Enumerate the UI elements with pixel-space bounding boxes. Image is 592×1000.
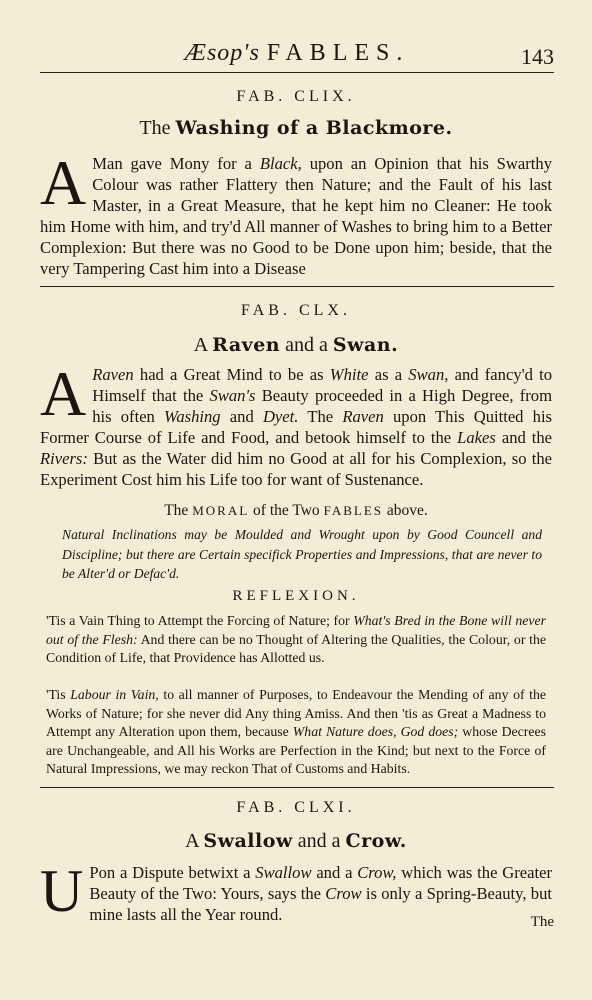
fable-159-text (40, 147, 552, 279)
moral-text: Natural Inclinations may be Moulded and Wrought upon by Good Councell and Discipline; but there are Certain specifick Properties and Impressions, that are never to be Alter'd or Defac'd. (62, 527, 542, 581)
moral-of-the-two: of the Two (253, 502, 320, 519)
fable-161-crow-2: Crow (325, 884, 362, 903)
fable-159-body: upon an Opinion that his Swarthy Colour was rather Flattery then Nature; and the Fault of his last Master, in a Great Measure, that he kept him no Cleaner: He took him Home with him, and try'd All manner of Washes to bring him to a Better Complexion: But there was no Good to be Done upon him; beside, that the very Tampering Cast him into a Disease (40, 154, 552, 278)
fable-161-text-2: and a (316, 863, 353, 882)
reflexion-p1-c: And there can be no Thought of Altering the Qualities, the Colour, or the Condition of Life, that Providence has Allotted us. (46, 631, 546, 665)
fable-160-raven-2: Raven (342, 407, 384, 426)
fable-159-black: Black, (259, 154, 302, 173)
fable-160-text-3: and fancy'd to Himself that the (92, 365, 552, 405)
fable-160-rivers: Rivers: (40, 449, 88, 468)
fable-160-title-a: A (193, 334, 208, 356)
moral-heading (0, 502, 592, 520)
moral-word: MORAL (192, 503, 250, 518)
fable-160-swan-1: Swan, (408, 365, 449, 384)
reflexion-p2-e: whose Decrees are Unchangeable, and All his Works are Perfection in the Kind; but next to the Force of Natural Impressions, we may reckon That of Customs and Habits. (46, 724, 546, 776)
page-number: 143 (521, 44, 554, 69)
fable-160-white: White (329, 365, 369, 384)
fable-161-text-4: is only a Spring-Beauty, but mine lasts all the Year round. (89, 884, 553, 924)
reflexion-p2-labour: Labour in Vain, (70, 687, 159, 702)
fable-159-title-blackletter: Washing of a Blackmore. (175, 117, 453, 139)
fable-161-title (0, 830, 592, 853)
fable-160-drop-cap: A (40, 358, 87, 429)
section-rule-1 (40, 286, 554, 287)
fable-161-title-and: and a (297, 830, 341, 852)
fable-161-swallow: Swallow (255, 863, 312, 882)
fable-160-text-5: and (229, 407, 254, 426)
fable-159-title (0, 117, 592, 140)
fable-160-washing: Washing (164, 407, 221, 426)
moral-above: above. (386, 502, 428, 519)
fable-160-text-6: The (307, 407, 334, 426)
running-head (40, 38, 554, 73)
fable-160-lakes: Lakes (457, 428, 496, 447)
fable-160-swans: Swan's (209, 386, 256, 405)
fable-160-text-2: as a (374, 365, 403, 384)
reflexion-p1-proverb: What's Bred in the Bone will never out of the Flesh: (46, 613, 546, 647)
fable-161-crow-1: Crow, (357, 863, 397, 882)
fable-160-raven-1: Raven (92, 365, 134, 384)
fable-161-drop-cap: U (40, 858, 84, 924)
fable-161-text-1: Pon a Dispute betwixt a (89, 863, 251, 882)
section-rule-2 (40, 787, 554, 788)
running-title-aesops: Æsop's (184, 40, 260, 66)
fable-160-dyet: Dyet. (262, 407, 299, 426)
reflexion-p2-nature: What Nature does, God does; (292, 724, 459, 739)
moral-the: The (164, 502, 189, 519)
fable-160-text-8: and the (501, 428, 553, 447)
fable-160-title-raven: Raven (212, 334, 281, 356)
reflexion-paragraph-2 (46, 686, 546, 779)
fable-159-lead: Man gave Mony for a (92, 154, 252, 173)
fable-159-drop-cap: A (40, 147, 87, 218)
fable-160-title-swan: Swan. (332, 334, 399, 356)
fable-161-title-a: A (185, 830, 199, 852)
reflexion-heading: REFLEXION. (232, 588, 360, 604)
fable-160-title (0, 334, 592, 357)
fable-160-text-4: Beauty proceeded in a High Degree, from his often (92, 386, 552, 426)
fable-160-number: FAB. CLX. (241, 302, 351, 319)
reflexion-p1-a: 'Tis a Vain Thing to Attempt the Forcing of Nature; for (46, 613, 350, 628)
catchword: The (530, 914, 554, 930)
moral-fables: FABLES (323, 503, 383, 518)
reflexion-p2-c: to all manner of Purposes, to Endeavour the Mending of any of the Works of Nature; for she never did Any thing Amiss. And then 'tis as Great a Madness to Attempt any Alteration upon them, because (46, 687, 547, 739)
fable-160-title-and: and a (285, 334, 328, 356)
fable-160-text-1: had a Great Mind to be as (139, 365, 324, 384)
fable-161-text (40, 858, 553, 925)
running-title-fables: FABLES. (266, 40, 410, 66)
fable-160-text-7: upon This Quitted his Former Course of Life and Food, and betook himself to the (40, 407, 553, 447)
fable-160-text-9: But as the Water did him no Good at all for his Complexion, so the Experiment Cost him his Life too for want of Sustenance. (40, 449, 552, 489)
fable-161-text-3: which was the Greater Beauty of the Two: Yours, says the (89, 863, 552, 903)
reflexion-paragraph-1 (46, 612, 546, 668)
fable-161-number: FAB. CLXI. (236, 799, 356, 816)
fable-160-text (40, 358, 553, 490)
reflexion-p2-a: 'Tis (46, 687, 66, 702)
fable-159-number: FAB. CLIX. (236, 88, 356, 105)
fable-161-title-swallow: Swallow (203, 830, 293, 852)
fable-161-title-crow: Crow. (345, 830, 407, 852)
running-title (40, 40, 554, 67)
fable-159-title-pre: The (139, 117, 171, 139)
